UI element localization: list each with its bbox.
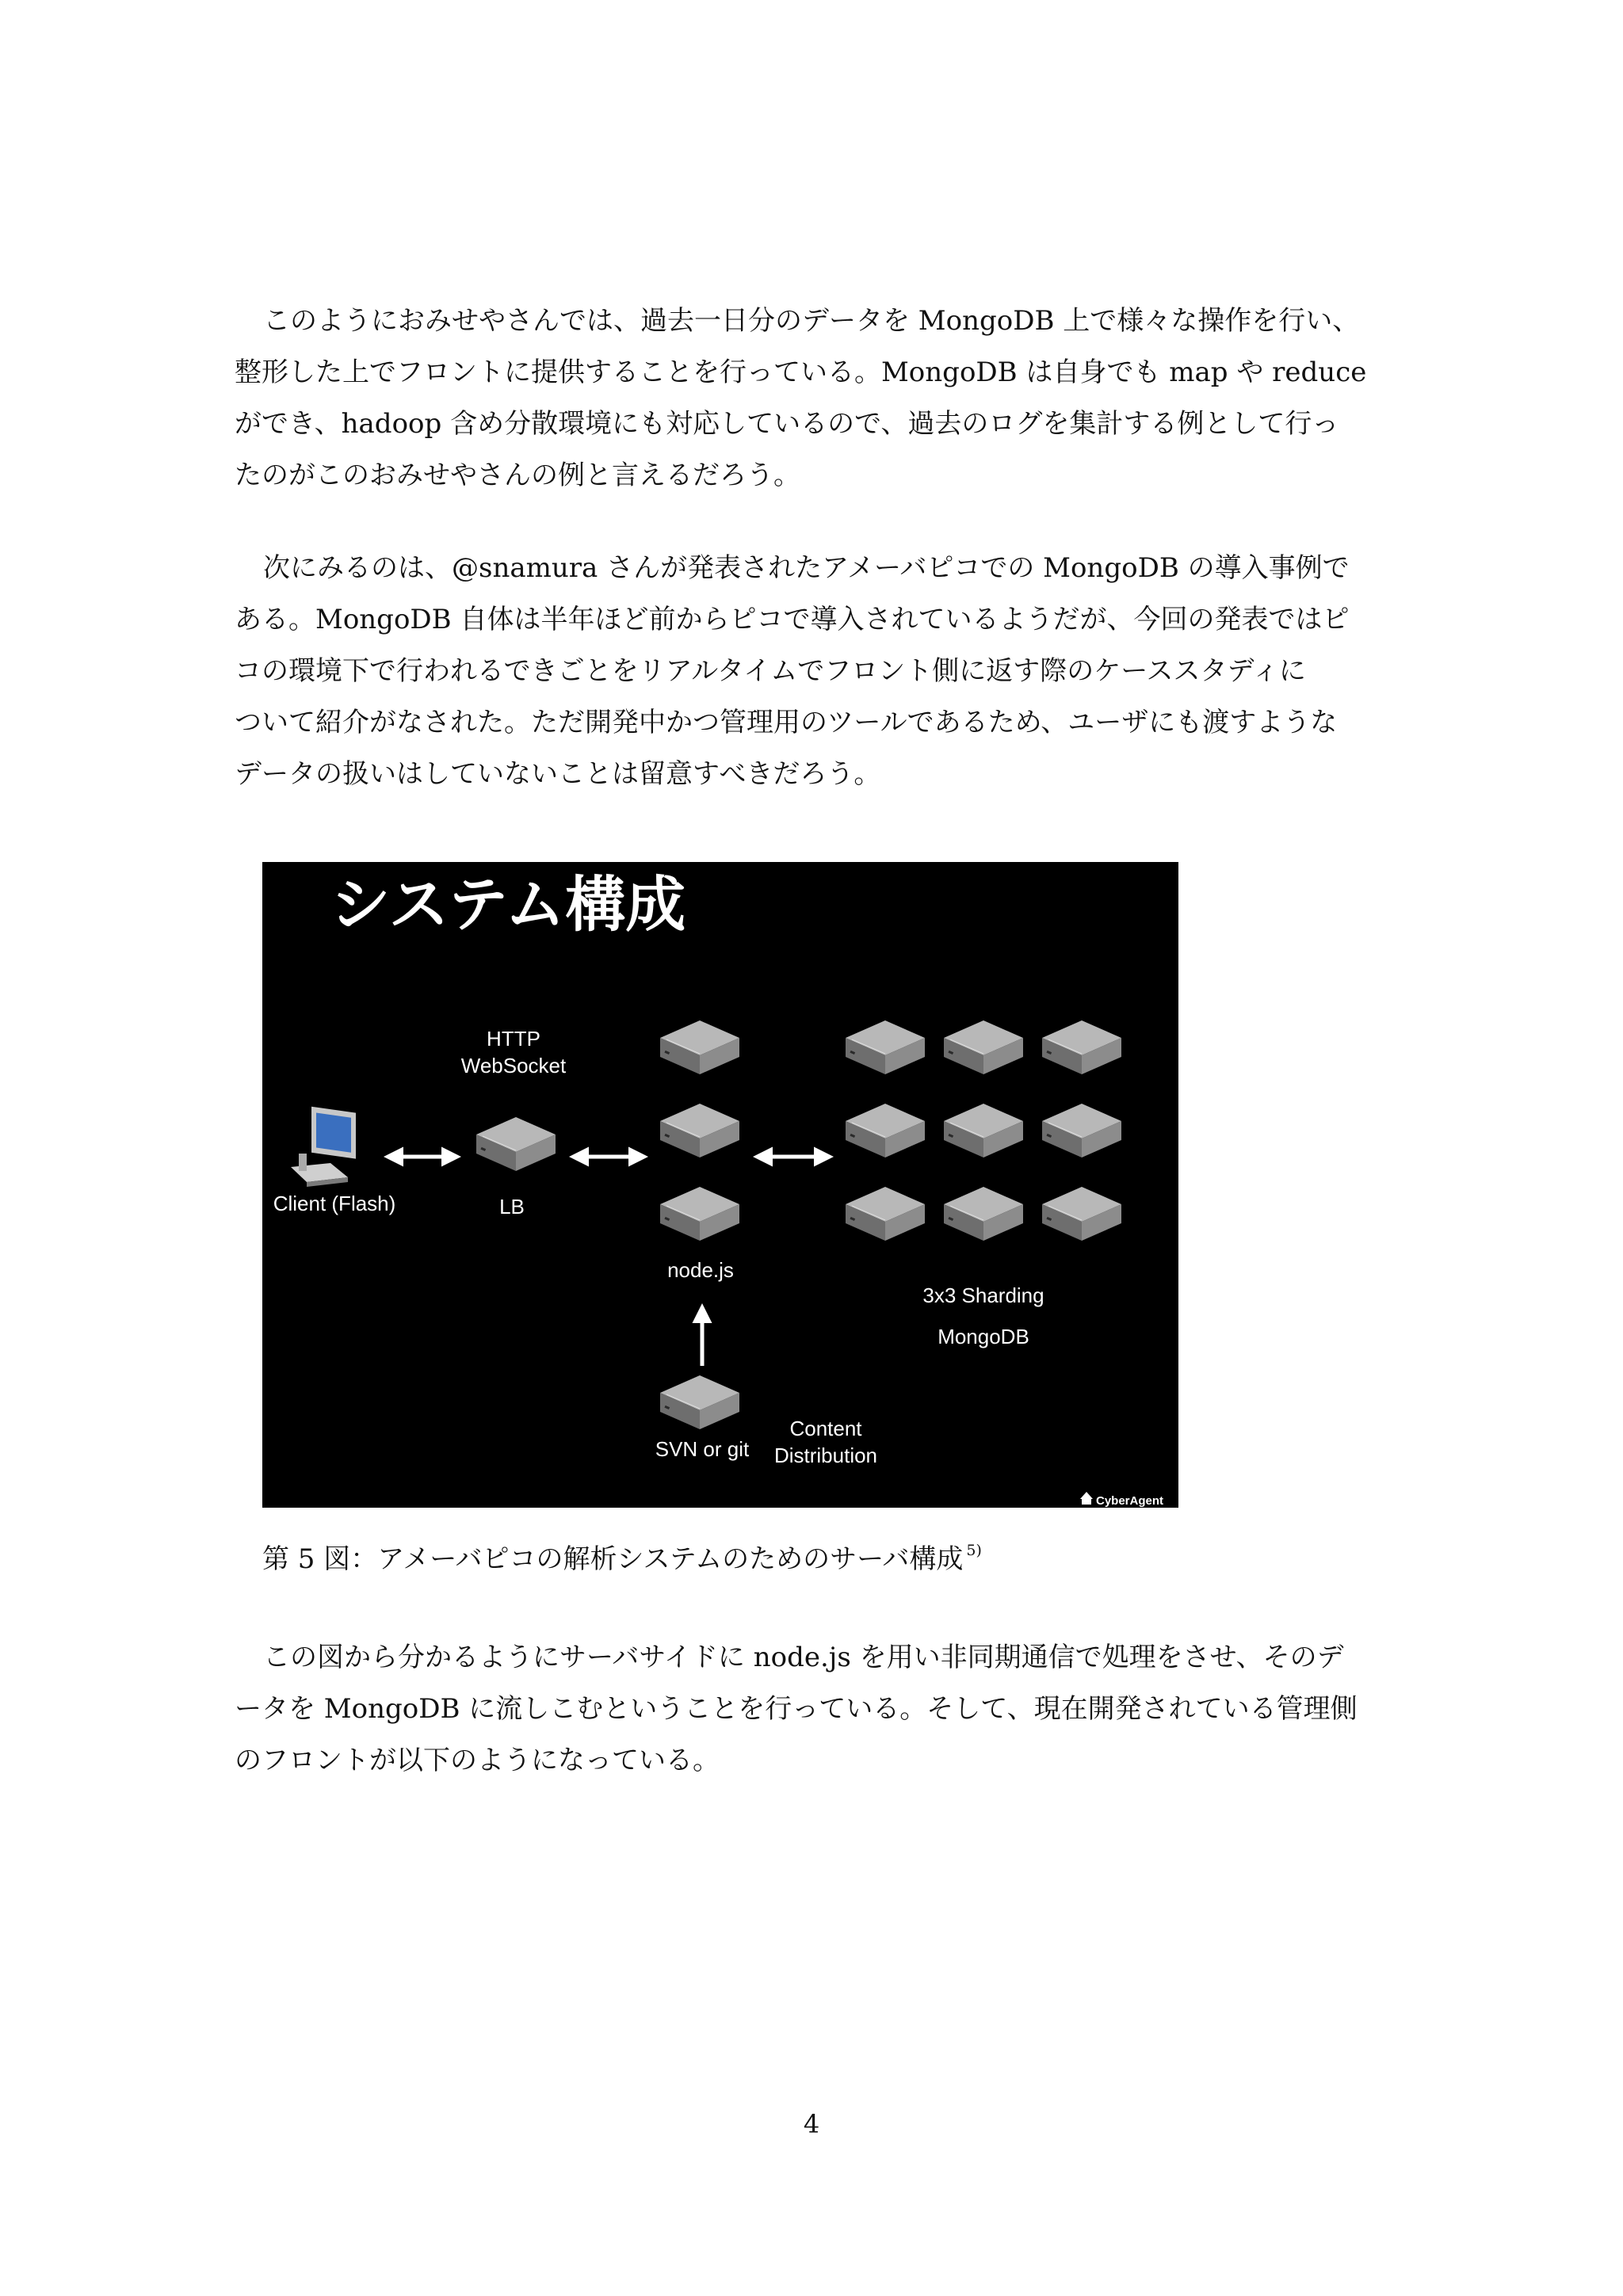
system-architecture-figure	[262, 862, 1178, 1508]
paragraph-line: コの環境下で行われるできごとをリアルタイムでフロント側に返す際のケーススタディに	[235, 655, 1306, 687]
paragraph-line: ついて紹介がなされた。ただ開発中かつ管理用のツールであるため、ユーザにも渡すような	[235, 707, 1338, 738]
paragraph-line: 整形した上でフロントに提供することを行っている。MongoDB は自身でも map や reduce	[235, 357, 1367, 388]
content-label-line1: Content	[789, 1417, 862, 1440]
brand-label: CyberAgent	[1096, 1494, 1164, 1508]
paragraph-2	[235, 543, 1400, 800]
figure-caption	[262, 1537, 982, 1576]
paragraph-line: データの扱いはしていないことは留意すべきだろう。	[235, 758, 881, 790]
paragraph-line: たのがこのおみせやさんの例と言えるだろう。	[235, 460, 800, 491]
paragraph-line: このようにおみせやさんでは、過去一日分のデータを MongoDB 上で様々な操作を行い、	[263, 305, 1360, 337]
architecture-diagram	[262, 862, 1178, 1508]
paragraph-3	[235, 1632, 1400, 1787]
svn-label: SVN or git	[655, 1437, 750, 1461]
lb-label: LB	[499, 1195, 525, 1219]
sharding-label: 3x3 Sharding	[922, 1283, 1044, 1307]
content-label-line2: Distribution	[773, 1444, 878, 1467]
mongodb-label: MongoDB	[938, 1325, 1029, 1348]
client-label: Client (Flash)	[273, 1192, 396, 1215]
slide-title: システム構成	[330, 869, 686, 940]
paragraph-line: ある。MongoDB 自体は半年ほど前からピコで導入されているようだが、今回の発表ではピ	[235, 604, 1350, 635]
page-number: 4	[803, 2109, 820, 2139]
paragraph-line: この図から分かるようにサーバサイドに node.js を用い非同期通信で処理をさせ、そのデ	[263, 1642, 1344, 1673]
paragraph-1	[235, 296, 1400, 502]
caption-reference: 5)	[966, 1542, 982, 1559]
protocol-label-websocket: WebSocket	[460, 1054, 567, 1077]
caption-text: 第 5 図：アメーバピコの解析システムのためのサーバ構成	[262, 1543, 964, 1575]
paragraph-line: ータを MongoDB に流しこむということを行っている。そして、現在開発されている管理側	[235, 1693, 1358, 1725]
protocol-label-http: HTTP	[487, 1027, 540, 1051]
paragraph-line: 次にみるのは、@snamura さんが発表されたアメーバピコでの MongoDB の導入事例で	[263, 552, 1350, 584]
paragraph-line: のフロントが以下のようになっている。	[235, 1745, 720, 1776]
nodejs-label: node.js	[667, 1258, 734, 1282]
paragraph-line: ができ、hadoop 含め分散環境にも対応しているので、過去のログを集計する例として行っ	[235, 408, 1339, 440]
